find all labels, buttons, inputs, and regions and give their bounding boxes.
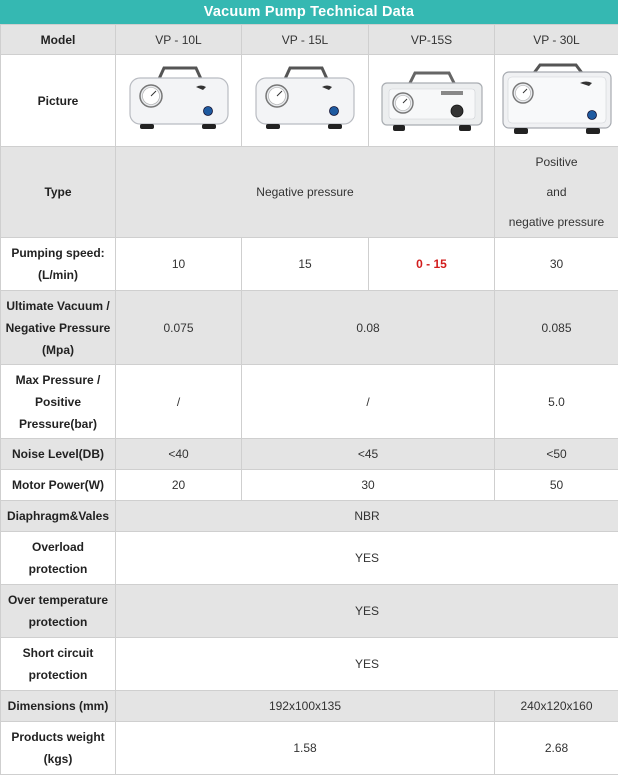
noise-level-label: Noise Level(DB): [1, 439, 116, 470]
short-circuit-row: [1, 638, 618, 691]
vacuum-pump-vp10l-photo: [124, 63, 234, 139]
vacuum-pump-vp15s-photo: [377, 63, 487, 139]
pumping-speed-row: [1, 238, 618, 291]
weight-label-line1: Products weight: [11, 730, 105, 744]
motor-power-row: [1, 470, 618, 501]
noise-level-vp30l: <50: [495, 439, 618, 470]
pumping-speed-vp30l: 30: [495, 238, 618, 291]
type-positive-line1: Positive: [535, 155, 578, 169]
over-temperature-label-line2: protection: [28, 615, 88, 629]
overload-value: YES: [116, 532, 618, 585]
picture-label: Picture: [1, 55, 116, 147]
short-circuit-label: [1, 638, 116, 691]
table-title: Vacuum Pump Technical Data: [0, 0, 618, 24]
max-pressure-label: [1, 365, 116, 439]
noise-level-vp10l: <40: [116, 439, 242, 470]
type-label: Type: [1, 147, 116, 238]
model-row: [1, 25, 618, 55]
motor-power-label: Motor Power(W): [1, 470, 116, 501]
ultimate-vacuum-row: [1, 291, 618, 365]
dimensions-label: Dimensions (mm): [1, 691, 116, 722]
type-row: [1, 147, 618, 238]
motor-power-vp10l: 20: [116, 470, 242, 501]
short-circuit-value: YES: [116, 638, 618, 691]
motor-power-vp15: 30: [242, 470, 495, 501]
noise-level-vp15: <45: [242, 439, 495, 470]
ultimate-vacuum-label-line1: Ultimate Vacuum /: [6, 298, 110, 313]
ultimate-vacuum-vp30l: 0.085: [495, 291, 618, 365]
max-pressure-label-line3: Pressure(bar): [18, 416, 98, 431]
overload-label-line1: Overload: [31, 540, 85, 554]
type-positive: [495, 147, 618, 238]
short-circuit-label-line2: protection: [28, 668, 88, 682]
over-temperature-label: [1, 585, 116, 638]
overload-label: [1, 532, 116, 585]
pumping-speed-label-line1: Pumping speed:: [11, 246, 105, 260]
diaphragm-label: Diaphragm&Vales: [1, 501, 116, 532]
ultimate-vacuum-label: [1, 291, 116, 365]
max-pressure-vp15: /: [242, 365, 495, 439]
max-pressure-vp30l: 5.0: [495, 365, 618, 439]
over-temperature-label-line1: Over temperature: [7, 593, 109, 607]
weight-vp30l: 2.68: [495, 722, 618, 775]
overload-label-line2: protection: [28, 562, 88, 576]
type-positive-line3: negative pressure: [508, 215, 605, 229]
diaphragm-value: NBR: [116, 501, 618, 532]
dimensions-small: 192x100x135: [116, 691, 495, 722]
ultimate-vacuum-vp10l: 0.075: [116, 291, 242, 365]
picture-vp30l: [495, 55, 618, 147]
model-label: Model: [1, 25, 116, 55]
overload-row: [1, 532, 618, 585]
weight-small: 1.58: [116, 722, 495, 775]
pumping-speed-vp15l: 15: [242, 238, 369, 291]
picture-row: [1, 55, 618, 147]
vacuum-pump-vp15l-photo: [250, 63, 360, 139]
short-circuit-label-line1: Short circuit: [22, 646, 94, 660]
over-temperature-row: [1, 585, 618, 638]
pumping-speed-label: [1, 238, 116, 291]
weight-label: [1, 722, 116, 775]
type-negative: Negative pressure: [116, 147, 495, 238]
model-vp30l: VP - 30L: [495, 25, 618, 55]
picture-vp10l: [116, 55, 242, 147]
dimensions-row: [1, 691, 618, 722]
dimensions-vp30l: 240x120x160: [495, 691, 618, 722]
over-temperature-value: YES: [116, 585, 618, 638]
model-vp15s: VP-15S: [369, 25, 495, 55]
ultimate-vacuum-vp15: 0.08: [242, 291, 495, 365]
ultimate-vacuum-label-line2: Negative Pressure: [5, 320, 111, 335]
motor-power-vp30l: 50: [495, 470, 618, 501]
weight-label-line2: (kgs): [43, 752, 73, 766]
ultimate-vacuum-label-line3: (Mpa): [42, 342, 74, 357]
max-pressure-label-line1: Max Pressure /: [15, 372, 101, 387]
pumping-speed-vp15s: 0 - 15: [369, 238, 495, 291]
noise-level-row: [1, 439, 618, 470]
type-positive-line2: and: [546, 185, 567, 199]
picture-vp15l: [242, 55, 369, 147]
model-vp15l: VP - 15L: [242, 25, 369, 55]
max-pressure-vp10l: /: [116, 365, 242, 439]
picture-vp15s: [369, 55, 495, 147]
pumping-speed-vp10l: 10: [116, 238, 242, 291]
model-vp10l: VP - 10L: [116, 25, 242, 55]
vacuum-pump-vp30l-photo: [500, 63, 614, 139]
technical-data-table: [0, 24, 618, 775]
max-pressure-label-line2: Positive: [34, 394, 82, 409]
diaphragm-row: [1, 501, 618, 532]
weight-row: [1, 722, 618, 775]
max-pressure-row: [1, 365, 618, 439]
pumping-speed-label-line2: (L/min): [38, 268, 78, 282]
